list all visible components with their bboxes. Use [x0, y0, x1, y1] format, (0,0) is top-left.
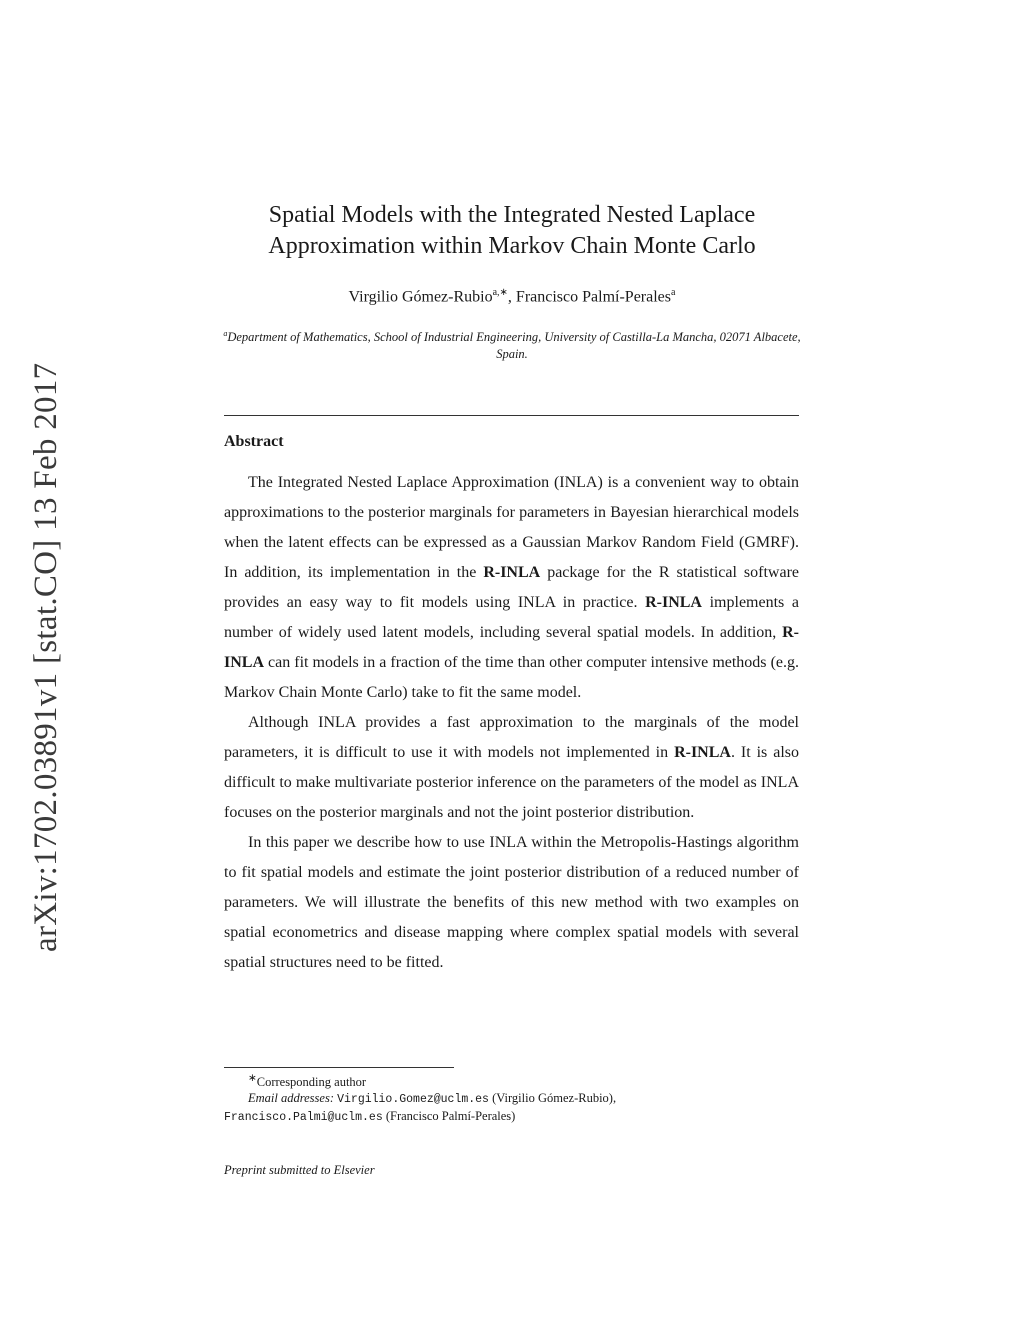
abstract-body [224, 468, 799, 978]
abstract-text: . It is also difficult to make multivariate posterior inference on the parameters of the model as INLA focuses on the posterior marginals and not the joint posterior distribution. [224, 744, 800, 821]
title-line-2: Approximation within Markov Chain Monte Carlo [268, 233, 756, 259]
affiliation-text: Department of Mathematics, School of Industrial Engineering, University of Castilla-La Mancha, 02071 Albacete, Spain. [227, 330, 801, 362]
abstract-text: can fit models in a fraction of the time than other computer intensive methods (e.g. Markov Chain Monte Carlo) take to fit the same model. [224, 654, 799, 701]
author-superscript: a,∗ [492, 287, 508, 298]
footnote-marker: ∗ [248, 1073, 257, 1084]
email-owner: (Virgilio Gómez-Rubio), [488, 1091, 617, 1106]
package-name: R-INLA [645, 594, 702, 611]
email-link[interactable]: Virgilio.Gomez@uclm.es [337, 1093, 489, 1107]
abstract-paragraph: In this paper we describe how to use INLA within the Metropolis-Hastings algorithm to fit spatial models and estimate the joint posterior distribution of a reduced number of parameters. We will illustrate the benefits of this new method with two examples on spatial econometrics and disease mapping where complex spatial models with several spatial structures need to be fitted. [224, 834, 799, 971]
abstract-text: Although INLA provides a fast approximation to the marginals of the model parameters, it is difficult to use it with models not implemented in [224, 714, 799, 761]
paper-title [210, 200, 814, 262]
email-owner: (Francisco Palmí-Perales) [382, 1109, 516, 1124]
author-name: Virgilio Gómez-Rubio [348, 288, 493, 306]
author-name: Francisco Palmí-Perales [515, 288, 671, 306]
arxiv-identifier-stamp: arXiv:1702.03891v1 [stat.CO] 13 Feb 2017 [28, 362, 64, 952]
footnote-rule [224, 1067, 454, 1068]
email-link[interactable]: Francisco.Palmi@uclm.es [224, 1111, 383, 1125]
footnote-text: Corresponding author [256, 1075, 367, 1090]
title-line-1: Spatial Models with the Integrated Nested Laplace [268, 202, 756, 228]
abstract-top-rule [224, 415, 799, 416]
preprint-note: Preprint submitted to Elsevier [224, 1163, 375, 1177]
author-list [210, 287, 814, 306]
author-separator: , [507, 288, 516, 306]
abstract-text: The Integrated Nested Laplace Approximation (INLA) is a convenient way to obtain approximations to the posterior marginals for parameters in Bayesian hierarchical models when the latent effects can be expressed as a Gaussian Markov Random Field (GMRF). In addition, its implementation in the [224, 474, 799, 581]
package-name: R-INLA [674, 744, 731, 761]
abstract-text: implements a number of widely used latent models, including several spatial models. In addition, [224, 594, 799, 641]
corresponding-author-note [224, 1071, 799, 1090]
email-addresses-note [224, 1090, 799, 1108]
author-superscript: a [671, 287, 676, 298]
package-name: R-INLA [224, 624, 799, 671]
email-label: Email addresses: [248, 1091, 338, 1106]
abstract-paragraph [224, 468, 799, 708]
abstract-heading: Abstract [224, 433, 284, 450]
abstract-paragraph [224, 708, 799, 828]
abstract-text: package for the R statistical software provides an easy way to fit models using INLA in practice. [224, 564, 800, 611]
footnotes [224, 1071, 799, 1126]
affiliation [222, 325, 802, 363]
affiliation-marker: a [223, 329, 228, 338]
email-addresses-note-cont [224, 1108, 799, 1126]
package-name: R-INLA [483, 564, 541, 581]
